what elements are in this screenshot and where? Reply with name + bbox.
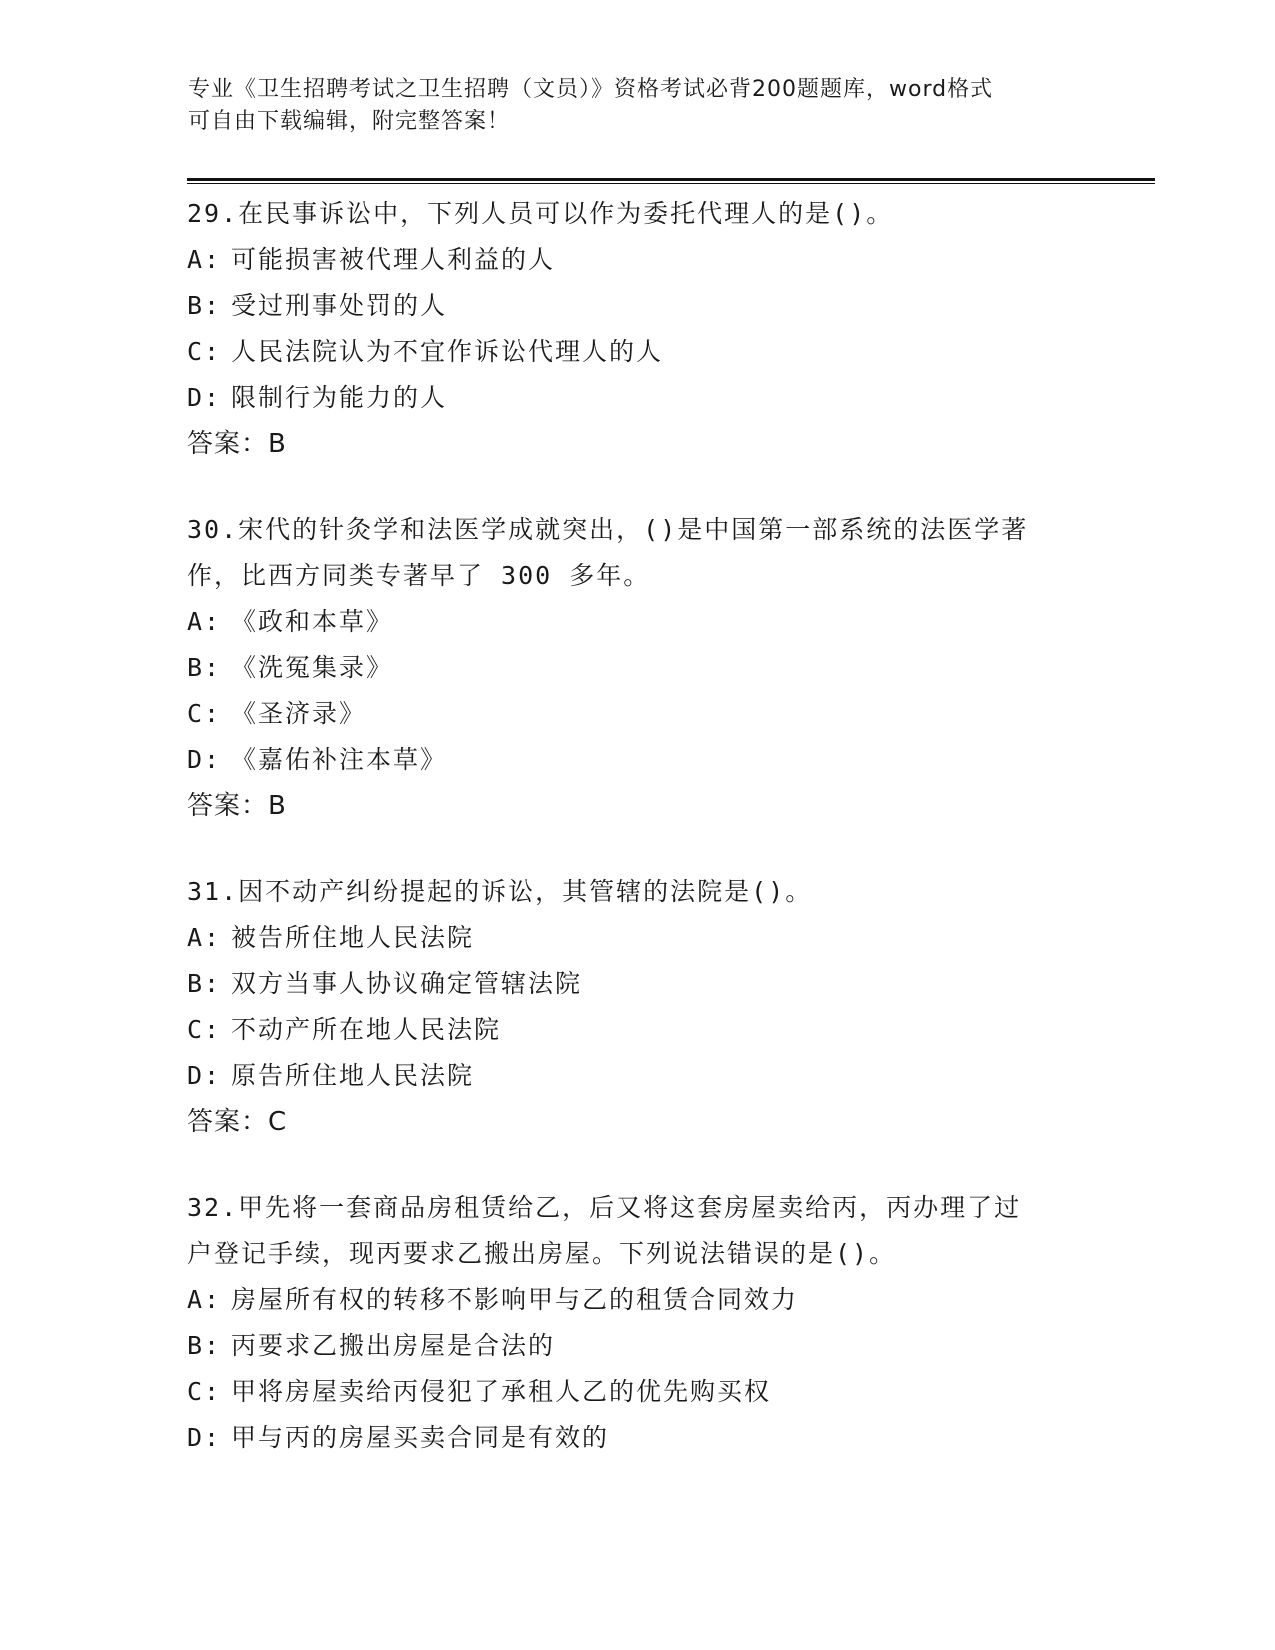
option-key: A: — [187, 1285, 222, 1314]
option-text: 可能损害被代理人利益的人 — [231, 245, 556, 274]
option-key: A: — [187, 923, 222, 952]
option-text: 甲将房屋卖给丙侵犯了承租人乙的优先购买权 — [231, 1377, 772, 1406]
option-item — [187, 961, 1087, 1007]
option-key: D: — [187, 745, 222, 774]
header-divider-thick — [187, 178, 1155, 181]
document-header — [188, 74, 1088, 138]
question-block — [187, 191, 1087, 467]
option-key: D: — [187, 1423, 222, 1452]
question-text: 30.宋代的针灸学和法医学成就突出，()是中国第一部系统的法医学著 — [187, 515, 1029, 544]
option-key: B: — [187, 1331, 222, 1360]
question-block — [187, 507, 1087, 829]
question-block — [187, 869, 1087, 1145]
header-divider-thin — [187, 183, 1155, 184]
option-item — [187, 645, 1087, 691]
option-text: 被告所住地人民法院 — [231, 923, 475, 952]
question-text: 作，比西方同类专著早了 300 多年。 — [187, 561, 651, 590]
option-item — [187, 329, 1087, 375]
option-text: 甲与丙的房屋买卖合同是有效的 — [231, 1423, 610, 1452]
option-key: B: — [187, 291, 222, 320]
question-text: 31.因不动产纠纷提起的诉讼，其管辖的法院是()。 — [187, 877, 813, 906]
option-item — [187, 1277, 1087, 1323]
option-text: 《圣济录》 — [231, 699, 367, 728]
question-block — [187, 1185, 1087, 1461]
option-item — [187, 1053, 1087, 1099]
option-text: 《政和本草》 — [231, 607, 394, 636]
option-key: D: — [187, 1061, 222, 1090]
option-text: 双方当事人协议确定管辖法院 — [231, 969, 583, 998]
option-item — [187, 599, 1087, 645]
option-key: C: — [187, 699, 222, 728]
answer-line: 答案：B — [187, 791, 287, 821]
question-text: 户登记手续，现丙要求乙搬出房屋。下列说法错误的是()。 — [187, 1239, 897, 1268]
option-item — [187, 237, 1087, 283]
option-item — [187, 375, 1087, 421]
option-item — [187, 691, 1087, 737]
option-key: A: — [187, 607, 222, 636]
option-item — [187, 1369, 1087, 1415]
option-item — [187, 737, 1087, 783]
header-line-2: 可自由下载编辑，附完整答案！ — [188, 109, 511, 134]
option-key: A: — [187, 245, 222, 274]
option-text: 限制行为能力的人 — [231, 383, 448, 412]
option-key: C: — [187, 337, 222, 366]
option-key: B: — [187, 969, 222, 998]
question-list — [187, 191, 1087, 1501]
option-text: 受过刑事处罚的人 — [231, 291, 448, 320]
option-text: 人民法院认为不宜作诉讼代理人的人 — [231, 337, 664, 366]
answer-line: 答案：B — [187, 429, 287, 459]
option-key: C: — [187, 1377, 222, 1406]
option-item — [187, 1323, 1087, 1369]
option-text: 不动产所在地人民法院 — [231, 1015, 502, 1044]
option-text: 房屋所有权的转移不影响甲与乙的租赁合同效力 — [231, 1285, 799, 1314]
answer-line: 答案：C — [187, 1107, 288, 1137]
option-item — [187, 1415, 1087, 1461]
header-line-1: 专业《卫生招聘考试之卫生招聘（文员）》资格考试必背200题题库，word格式 — [188, 77, 994, 102]
option-text: 《洗冤集录》 — [231, 653, 394, 682]
option-text: 《嘉佑补注本草》 — [231, 745, 448, 774]
option-key: D: — [187, 383, 222, 412]
option-text: 原告所住地人民法院 — [231, 1061, 475, 1090]
option-item — [187, 283, 1087, 329]
option-text: 丙要求乙搬出房屋是合法的 — [231, 1331, 556, 1360]
option-key: B: — [187, 653, 222, 682]
option-item — [187, 915, 1087, 961]
option-item — [187, 1007, 1087, 1053]
question-text: 32.甲先将一套商品房租赁给乙，后又将这套房屋卖给丙，丙办理了过 — [187, 1193, 1022, 1222]
option-key: C: — [187, 1015, 222, 1044]
question-text: 29.在民事诉讼中，下列人员可以作为委托代理人的是()。 — [187, 199, 894, 228]
